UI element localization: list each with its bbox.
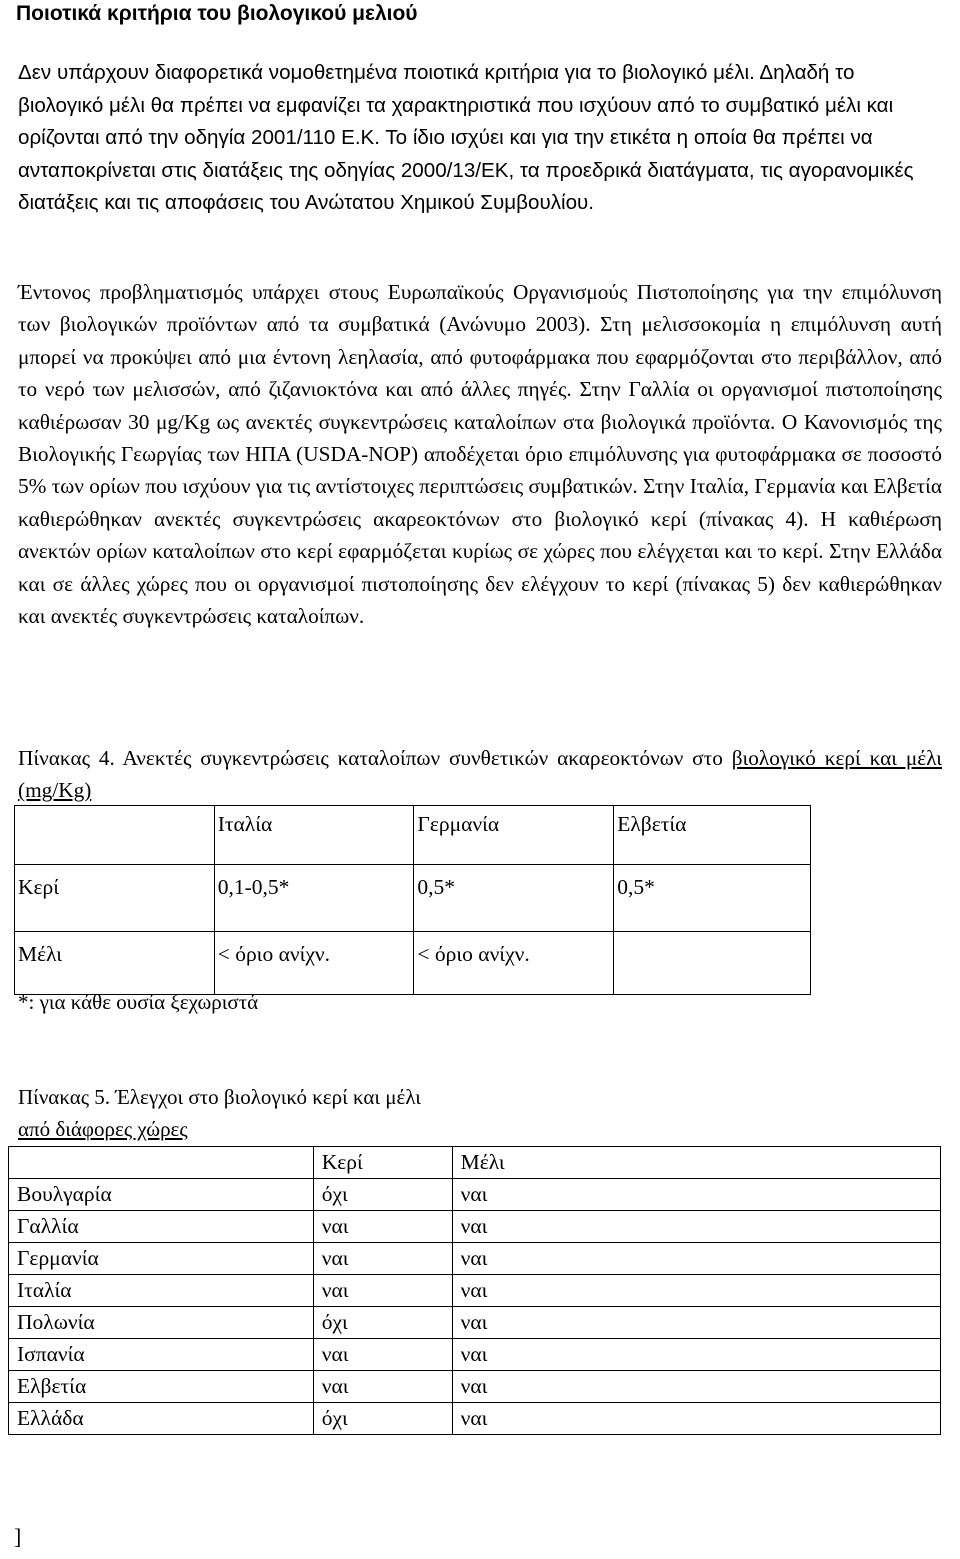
- table-cell: Ελβετία: [614, 806, 811, 865]
- table5-caption: Πίνακας 5. Έλεγχοι στο βιολογικό κερί και μέλι: [18, 1085, 421, 1109]
- table-row: [15, 932, 811, 995]
- table-cell: Μέλι: [15, 932, 215, 995]
- table-cell: ναι: [313, 1275, 452, 1307]
- table-cell: 0,1-0,5*: [214, 865, 414, 932]
- table-cell: 0,5*: [414, 865, 614, 932]
- table-cell: < όριο ανίχν.: [414, 932, 614, 995]
- table-cell: [15, 806, 215, 865]
- table-cell: Γαλλία: [9, 1211, 314, 1243]
- table-row: [9, 1339, 941, 1371]
- table-cell: Ιταλία: [9, 1275, 314, 1307]
- table-cell: ναι: [313, 1211, 452, 1243]
- table-row: [9, 1275, 941, 1307]
- table-cell: ναι: [452, 1307, 940, 1339]
- table-row: [9, 1211, 941, 1243]
- table-row: [9, 1403, 941, 1435]
- table-cell: Γερμανία: [9, 1243, 314, 1275]
- table-cell: Κερί: [15, 865, 215, 932]
- table-cell: Μέλι: [452, 1147, 940, 1179]
- wax-honey-controls-table: [8, 1146, 941, 1435]
- table-cell: ναι: [452, 1179, 940, 1211]
- table-cell: [9, 1147, 314, 1179]
- table-cell: ναι: [452, 1243, 940, 1275]
- paragraph-quality-criteria: Δεν υπάρχουν διαφορετικά νομοθετημένα ποιοτικά κριτήρια για το βιολογικό μέλι. Δηλαδή το βιολογικό μέλι θα πρέπει να εμφανίζει τα χαρακτηριστικά που ισχύουν από το συμβατικό μέλι και ορίζονται από την οδηγία 2001/110 Ε.Κ. Το ίδιο ισχύει και για την ετικέτα η οποία θα πρέπει να ανταποκρίνεται στις διατάξεις της οδηγίας 2000/13/ΕΚ, τα προεδρικά διατάγματα, τις αγορανομικές διατάξεις και τις αποφάσεις του Ανώτατου Χημικού Συμβουλίου.: [18, 61, 914, 215]
- table-cell: Ελλάδα: [9, 1403, 314, 1435]
- table-cell: < όριο ανίχν.: [214, 932, 414, 995]
- table4-footnote: *: για κάθε ουσία ξεχωριστά: [18, 990, 259, 1014]
- table-cell: ναι: [313, 1243, 452, 1275]
- table-cell: ναι: [313, 1371, 452, 1403]
- table4-caption: [18, 742, 942, 806]
- residue-limits-table: [14, 805, 811, 995]
- footer-mark: ]: [14, 1524, 22, 1549]
- table-header-row: [15, 806, 811, 865]
- table-cell: όχι: [313, 1307, 452, 1339]
- table-cell: ναι: [313, 1339, 452, 1371]
- table-cell: 0,5*: [614, 865, 811, 932]
- table-cell: ναι: [452, 1403, 940, 1435]
- table-cell: Πολωνία: [9, 1307, 314, 1339]
- table-cell: ναι: [452, 1339, 940, 1371]
- table-cell: όχι: [313, 1403, 452, 1435]
- paragraph-contamination: Έντονος προβληματισμός υπάρχει στους Ευρωπαϊκούς Οργανισμούς Πιστοποίησης για την επιμόλυνση των βιολογικών προϊόντων από τα συμβατικά (Ανώνυμο 2003). Στη μελισσοκομία η επιμόλυνση αυτή μπορεί να προκύψει από μια έντονη λεηλασία, από φυτοφάρμακα που εφαρμόζονται στο περιβάλλον, από το νερό των μελισσών, από ζιζανιοκτόνα και από άλλες πηγές. Στην Γαλλία οι οργανισμοί πιστοποίησης καθιέρωσαν 30 μg/Kg ως ανεκτές συγκεντρώσεις καταλοίπων στα βιολογικά προϊόντα. Ο Κανονισμός της Βιολογικής Γεωργίας των ΗΠΑ (USDA-NOP) αποδέχεται όριο επιμόλυνσης για φυτοφάρμακα σε ποσοστό 5% των ορίων που ισχύουν για τις αντίστοιχες περιπτώσεις συμβατικών. Στην Ιταλία, Γερμανία και Ελβετία καθιερώθηκαν ανεκτές συγκεντρώσεις ακαρεοκτόνων στο βιολογικό κερί (πίνακας 4). Η καθιέρωση ανεκτών ορίων καταλοίπων στο κερί εφαρμόζεται κυρίως σε χώρες που ελέγχεται και το κερί. Στην Ελλάδα και σε άλλες χώρες που οι οργανισμοί πιστοποίησης δεν ελέγχουν το κερί (πίνακας 5) δεν καθιερώθηκαν και ανεκτές συγκεντρώσεις καταλοίπων.: [18, 280, 942, 629]
- table-cell: όχι: [313, 1179, 452, 1211]
- table-row: [9, 1179, 941, 1211]
- table-cell: Κερί: [313, 1147, 452, 1179]
- table5-caption-line2: από διάφορες χώρες: [18, 1117, 188, 1141]
- table-row: [9, 1243, 941, 1275]
- table-cell: Βουλγαρία: [9, 1179, 314, 1211]
- table-cell: Γερμανία: [414, 806, 614, 865]
- table-cell: ναι: [452, 1211, 940, 1243]
- table-cell: ναι: [452, 1371, 940, 1403]
- table-cell: Ελβετία: [9, 1371, 314, 1403]
- table-cell: Ισπανία: [9, 1339, 314, 1371]
- table-cell: Ιταλία: [214, 806, 414, 865]
- table4-caption-part2: βιολογικό κερί και μέλι (mg/Kg): [18, 746, 943, 802]
- table4-caption-part1: Πίνακας 4. Ανεκτές συγκεντρώσεις καταλοίπων συνθετικών ακαρεοκτόνων στο: [18, 746, 723, 770]
- section-title: Ποιοτικά κριτήρια του βιολογικού μελιού: [16, 2, 418, 25]
- table-cell: ναι: [452, 1275, 940, 1307]
- table-row: [9, 1307, 941, 1339]
- table-row: [9, 1371, 941, 1403]
- table-header-row: [9, 1147, 941, 1179]
- table-row: [15, 865, 811, 932]
- table-cell: [614, 932, 811, 995]
